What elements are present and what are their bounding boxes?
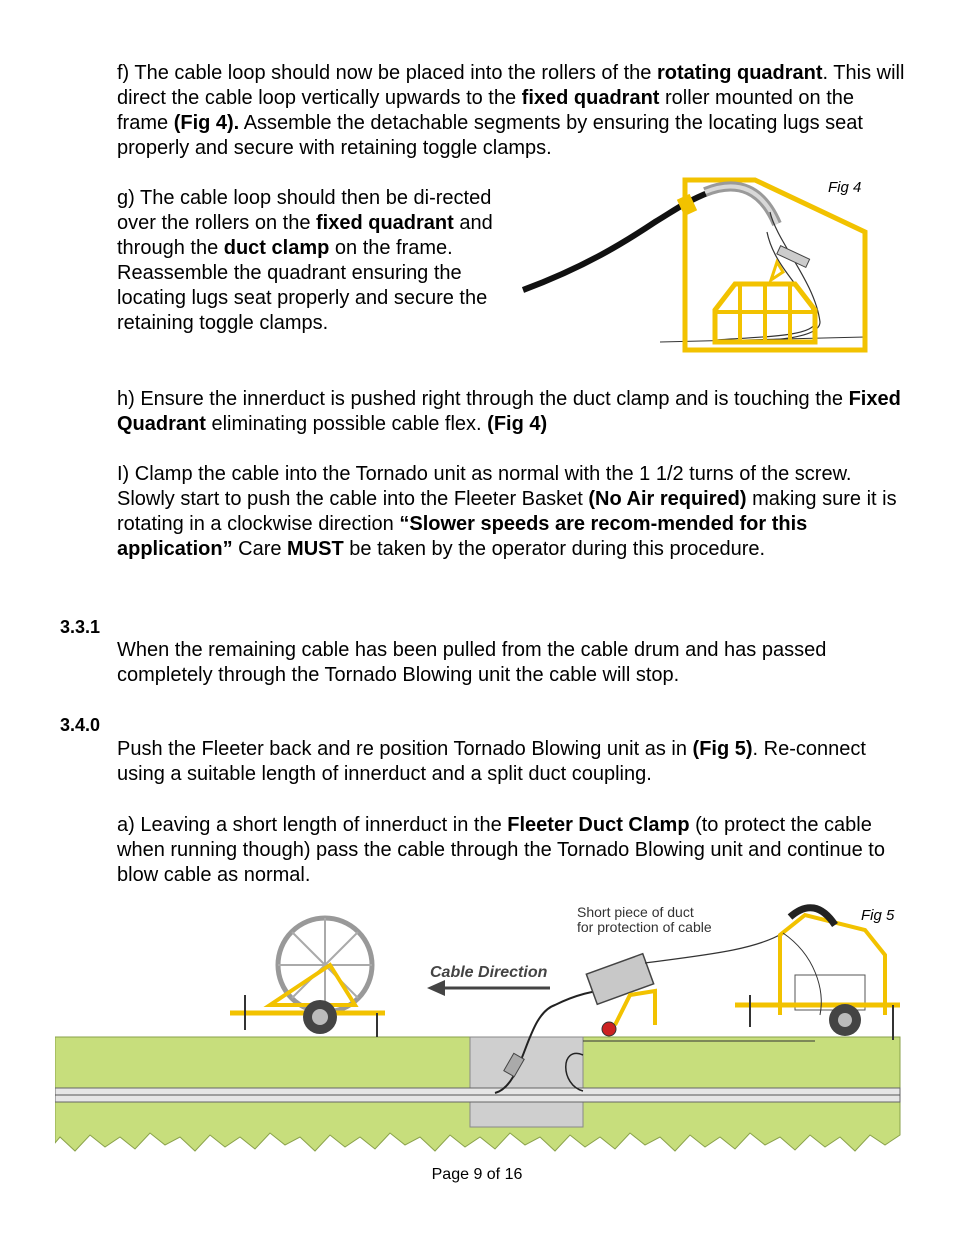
paragraph-h: h) Ensure the innerduct is pushed right through the duct clamp and is touching the Fixed Quadrant eliminating possible cable flex. (Fig 4) [117, 388, 901, 435]
fig5-label-direction: Cable Direction [430, 964, 548, 981]
tornado-blowing-unit [586, 933, 783, 1036]
paragraph-g: g) The cable loop should then be di-rected over the rollers on the fixed quadrant and through the duct clamp on the frame. Reassemble the quadrant ensuring the locating lugs seat properly and secure the retaining toggle clamps. [117, 187, 493, 334]
section-heading-3-3-1: 3.3.1 [60, 617, 101, 637]
paragraph-i: I) Clamp the cable into the Tornado unit as normal with the 1 1/2 turns of the screw. Slowly start to push the cable into the Fleeter Basket (No Air required) making sure it is rotating in a clockwise direction “Slower speeds are recom-mended for this application” Care MUST be taken by the operator during this procedure. [117, 463, 897, 560]
fig4-caption: Fig 4 [828, 179, 862, 196]
cable-drum-trailer [230, 918, 385, 1037]
paragraph-a: a) Leaving a short length of innerduct in the Fleeter Duct Clamp (to protect the cable when running though) pass the cable through the Tornado Blowing unit and continue to blow cable as normal. [117, 814, 885, 886]
section-3-3-1-text: When the remaining cable has been pulled from the cable drum and has passed completely through the Tornado Blowing unit the cable will stop. [117, 639, 827, 686]
section-3-4-0-text: Push the Fleeter back and re position Tornado Blowing unit as in (Fig 5). Re-connect using a suitable length of innerduct and a split duct coupling. [117, 738, 866, 785]
fig5-caption: Fig 5 [861, 907, 895, 924]
section-heading-3-4-0: 3.4.0 [60, 715, 101, 735]
paragraph-f: f) The cable loop should now be placed into the rollers of the rotating quadrant. This will direct the cable loop vertically upwards to the fixed quadrant roller mounted on the frame (Fig 4). Assemble the detachable segments by ensuring the locating lugs seat properly and secure with retaining toggle clamps. [117, 62, 905, 159]
fleeter-trailer [735, 908, 900, 1040]
fig5-label-duct: Short piece of duct for protection of cable [577, 904, 712, 935]
fig4-illustration [515, 172, 875, 357]
page-number: Page 9 of 16 [431, 1166, 523, 1183]
fig5-illustration [55, 895, 905, 1160]
